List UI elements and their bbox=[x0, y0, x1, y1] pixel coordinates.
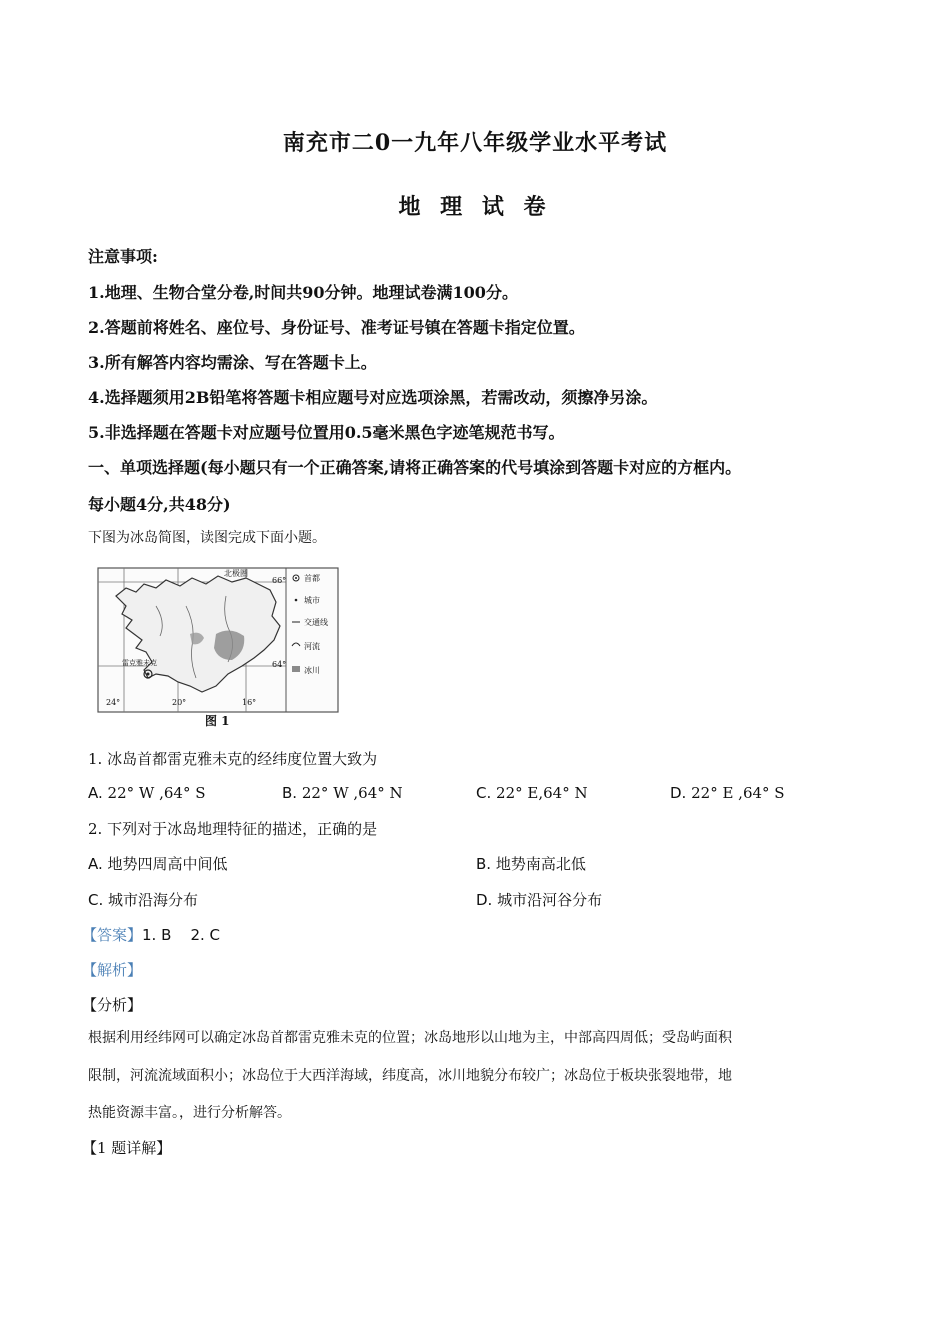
exam-title: 南充市二0一九年八年级学业水平考试 bbox=[282, 130, 668, 156]
option-text: 22° W ,64° N bbox=[301, 784, 403, 802]
legend-capital: 首都 bbox=[304, 574, 320, 583]
question-2-option-b bbox=[476, 853, 586, 874]
question-1-option-b bbox=[282, 784, 403, 802]
question-2-option-d bbox=[476, 889, 602, 910]
arctic-circle-label: 北极圈 bbox=[224, 569, 248, 578]
analysis-line-3: 热能资源丰富。，进行分析解答。 bbox=[88, 1105, 291, 1121]
option-text: 地势四周高中间低 bbox=[107, 855, 228, 873]
lon-20-label: 20° bbox=[172, 698, 187, 707]
analysis-sub-label: 【分析】 bbox=[82, 996, 143, 1014]
question-1-option-d bbox=[670, 784, 785, 802]
analysis-line-2: 限制，河流流域面积小；冰岛位于大西洋海域，纬度高，冰川地貌分布较广；冰岛位于板块张裂地带，地 bbox=[88, 1068, 732, 1084]
exam-subtitle: 地 理 试 卷 bbox=[398, 194, 552, 220]
answer-label: 【答案】 bbox=[82, 926, 143, 944]
option-letter: A. bbox=[88, 784, 103, 802]
option-text: 城市沿河谷分布 bbox=[497, 891, 603, 909]
option-letter: C. bbox=[88, 891, 104, 909]
question-1-stem: 1. 冰岛首都雷克雅未克的经纬度位置大致为 bbox=[88, 750, 378, 768]
question-1-option-a bbox=[88, 784, 206, 802]
section-heading-line2: 每小题4分,共48分) bbox=[88, 495, 231, 514]
question-2-stem: 2. 下列对于冰岛地理特征的描述，正确的是 bbox=[88, 820, 378, 838]
option-letter: D. bbox=[670, 784, 687, 802]
legend-city: 城市 bbox=[304, 596, 320, 605]
legend-river: 河流 bbox=[304, 642, 320, 651]
legend-glacier: 冰川 bbox=[304, 666, 320, 675]
lat-64-label: 64° bbox=[272, 660, 287, 669]
intro-text: 下图为冰岛简图，读图完成下面小题。 bbox=[88, 530, 326, 546]
note-item-4: 4.选择题须用2B铅笔将答题卡相应题号对应选项涂黑，若需改动，须擦净另涂。 bbox=[88, 388, 658, 407]
lon-16-label: 16° bbox=[242, 698, 257, 707]
note-item-3: 3.所有解答内容均需涂、写在答题卡上。 bbox=[88, 353, 377, 372]
option-text: 地势南高北低 bbox=[495, 855, 586, 873]
question-2-option-c bbox=[88, 889, 198, 910]
lon-24-label: 24° bbox=[106, 698, 121, 707]
question-2-option-a bbox=[88, 853, 228, 874]
option-text: 22° E,64° N bbox=[496, 784, 588, 802]
option-letter: D. bbox=[476, 891, 493, 909]
note-item-5: 5.非选择题在答题卡对应题号位置用0.5毫米黑色字迹笔规范书写。 bbox=[88, 423, 565, 442]
answer-text: 1. B 2. C bbox=[142, 926, 221, 944]
capital-label: 雷克雅未克 bbox=[122, 659, 157, 667]
question-1-option-c bbox=[476, 784, 588, 802]
legend-transport: 交通线 bbox=[304, 618, 328, 627]
option-letter: A. bbox=[88, 855, 103, 873]
option-text: 22° W ,64° S bbox=[107, 784, 206, 802]
analysis-line-1: 根据利用经纬网可以确定冰岛首都雷克雅未克的位置；冰岛地形以山地为主，中部高四周低；受岛屿面积 bbox=[88, 1030, 732, 1046]
analysis-label: 【解析】 bbox=[82, 961, 143, 979]
figure-caption: 图 1 bbox=[205, 714, 230, 728]
option-letter: C. bbox=[476, 784, 492, 802]
option-text: 城市沿海分布 bbox=[108, 891, 199, 909]
notes-heading: 注意事项: bbox=[88, 247, 158, 266]
detail-label: 【1 题详解】 bbox=[82, 1139, 172, 1157]
note-item-2: 2.答题前将姓名、座位号、身份证号、准考证号镇在答题卡指定位置。 bbox=[88, 318, 585, 337]
option-letter: B. bbox=[282, 784, 298, 802]
lat-66-label: 66° bbox=[272, 576, 287, 585]
option-letter: B. bbox=[476, 855, 492, 873]
answer-line bbox=[82, 924, 220, 945]
iceland-map bbox=[96, 566, 340, 714]
note-item-1: 1.地理、生物合堂分卷,时间共90分钟。地理试卷满100分。 bbox=[88, 283, 518, 302]
section-heading-line1: 一、单项选择题(每小题只有一个正确答案,请将正确答案的代号填涂到答题卡对应的方框内。 bbox=[88, 458, 742, 477]
option-text: 22° E ,64° S bbox=[691, 784, 785, 802]
